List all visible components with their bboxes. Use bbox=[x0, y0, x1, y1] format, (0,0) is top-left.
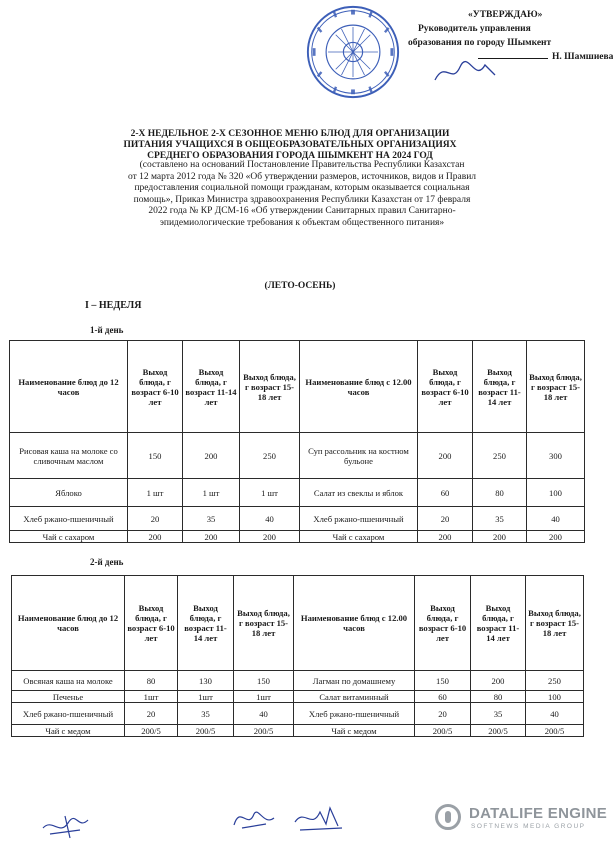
value-cell: 250 bbox=[473, 433, 527, 479]
basis-line-3: предоставления социальной помощи гражданам, которым оказывается социальная bbox=[134, 183, 470, 193]
value-cell: 200 bbox=[418, 433, 473, 479]
title-line-2: ПИТАНИЯ УЧАЩИХСЯ В ОБЩЕОБРАЗОВАТЕЛЬНЫХ ОРГАНИЗАЦИЯХ bbox=[123, 140, 457, 150]
value-cell: 200/5 bbox=[178, 725, 234, 737]
table-row bbox=[12, 691, 584, 703]
value-cell: 35 bbox=[183, 507, 240, 531]
basis-line-4: помощь», Приказ Министра здравоохранения Республики Казахстан от 17 февраля bbox=[133, 194, 471, 205]
basis-line-2: от 12 марта 2012 года № 320 «Об утверждении размеров, источников, видов и Правил bbox=[127, 171, 477, 182]
footer-signature-middle-icon bbox=[230, 800, 280, 835]
value-cell: 80 bbox=[473, 479, 527, 507]
dish-cell: Лагман по домашнему bbox=[294, 671, 415, 691]
value-cell: 130 bbox=[178, 671, 234, 691]
value-cell: 1шт bbox=[234, 691, 294, 703]
header-cell: Выход блюда, г возраст 15-18 лет bbox=[526, 576, 584, 671]
value-cell: 150 bbox=[128, 433, 183, 479]
dish-cell: Чай с медом bbox=[12, 725, 125, 737]
table-row bbox=[12, 703, 584, 725]
value-cell: 200/5 bbox=[471, 725, 526, 737]
value-cell: 40 bbox=[240, 507, 300, 531]
datalife-logo-icon bbox=[435, 804, 461, 830]
value-cell: 200 bbox=[183, 531, 240, 543]
dish-cell: Хлеб ржано-пшеничный bbox=[300, 507, 418, 531]
document-title bbox=[110, 129, 470, 162]
dish-cell: Рисовая каша на молоке со сливочным маслом bbox=[10, 433, 128, 479]
value-cell: 200/5 bbox=[526, 725, 584, 737]
value-cell: 200 bbox=[473, 531, 527, 543]
footer-signature-left-icon bbox=[40, 808, 100, 843]
approval-department: образования по городу Шымкент bbox=[408, 38, 552, 48]
footer-signature-right-icon bbox=[290, 800, 350, 835]
value-cell: 1шт bbox=[125, 691, 178, 703]
header-cell: Наименование блюд до 12 часов bbox=[10, 341, 128, 433]
table-header-row bbox=[10, 341, 585, 433]
header-cell: Наименование блюд с 12.00 часов bbox=[294, 576, 415, 671]
table-row bbox=[12, 671, 584, 691]
legal-basis bbox=[92, 160, 512, 229]
value-cell: 20 bbox=[128, 507, 183, 531]
day-2-label: 2-й день bbox=[90, 557, 124, 567]
dish-cell: Яблоко bbox=[10, 479, 128, 507]
dish-cell: Салат витаминный bbox=[294, 691, 415, 703]
value-cell: 100 bbox=[526, 691, 584, 703]
value-cell: 40 bbox=[234, 703, 294, 725]
value-cell: 100 bbox=[527, 479, 585, 507]
value-cell: 80 bbox=[125, 671, 178, 691]
value-cell: 35 bbox=[178, 703, 234, 725]
value-cell: 1 шт bbox=[128, 479, 183, 507]
header-cell: Выход блюда, г возраст 15-18 лет bbox=[527, 341, 585, 433]
header-cell: Выход блюда, г возраст 15-18 лет bbox=[234, 576, 294, 671]
basis-line-5: 2022 года № КР ДСМ-16 «Об утверждении Санитарных правил Санитарно- bbox=[148, 206, 456, 216]
header-cell: Наименование блюд до 12 часов bbox=[12, 576, 125, 671]
title-line-3: СРЕДНЕГО ОБРАЗОВАНИЯ ГОРОДА ШЫМКЕНТ НА 2024 ГОД bbox=[147, 151, 433, 161]
value-cell: 1 шт bbox=[240, 479, 300, 507]
value-cell: 40 bbox=[526, 703, 584, 725]
value-cell: 200/5 bbox=[234, 725, 294, 737]
dish-cell: Чай с сахаром bbox=[10, 531, 128, 543]
approval-signature-icon bbox=[430, 55, 500, 90]
dish-cell: Чай с сахаром bbox=[300, 531, 418, 543]
value-cell: 200 bbox=[418, 531, 473, 543]
dish-cell: Хлеб ржано-пшеничный bbox=[10, 507, 128, 531]
value-cell: 200 bbox=[527, 531, 585, 543]
header-cell: Наименование блюд с 12.00 часов bbox=[300, 341, 418, 433]
value-cell: 20 bbox=[125, 703, 178, 725]
table-row bbox=[10, 479, 585, 507]
value-cell: 150 bbox=[234, 671, 294, 691]
dish-cell: Хлеб ржано-пшеничный bbox=[12, 703, 125, 725]
table-row bbox=[10, 507, 585, 531]
basis-line-1: (составлено на оснований Постановление Правительства Республики Казахстан bbox=[139, 160, 465, 170]
season-label: (ЛЕТО-ОСЕНЬ) bbox=[264, 281, 336, 291]
basis-line-6: эпидемиологические требования к объектам общественного питания» bbox=[159, 217, 445, 228]
dish-cell: Печенье bbox=[12, 691, 125, 703]
watermark-sub-text: SOFTNEWS MEDIA GROUP bbox=[471, 823, 586, 830]
header-cell: Выход блюда, г возраст 6-10 лет bbox=[415, 576, 471, 671]
value-cell: 20 bbox=[415, 703, 471, 725]
header-cell: Выход блюда, г возраст 6-10 лет bbox=[418, 341, 473, 433]
value-cell: 40 bbox=[527, 507, 585, 531]
value-cell: 200/5 bbox=[415, 725, 471, 737]
value-cell: 60 bbox=[418, 479, 473, 507]
day-2-menu-table bbox=[11, 575, 584, 737]
table-header-row bbox=[12, 576, 584, 671]
value-cell: 80 bbox=[471, 691, 526, 703]
approval-position: Руководитель управления bbox=[418, 24, 531, 34]
value-cell: 60 bbox=[415, 691, 471, 703]
value-cell: 1шт bbox=[178, 691, 234, 703]
value-cell: 200 bbox=[128, 531, 183, 543]
dish-cell: Суп рассольник на костном бульоне bbox=[300, 433, 418, 479]
header-cell: Выход блюда, г возраст 6-10 лет bbox=[128, 341, 183, 433]
official-seal-icon bbox=[305, 4, 401, 100]
header-cell: Выход блюда, г возраст 11-14 лет bbox=[471, 576, 526, 671]
table-row bbox=[12, 725, 584, 737]
value-cell: 35 bbox=[473, 507, 527, 531]
value-cell: 20 bbox=[418, 507, 473, 531]
dish-cell: Овсяная каша на молоке bbox=[12, 671, 125, 691]
value-cell: 150 bbox=[415, 671, 471, 691]
value-cell: 200 bbox=[183, 433, 240, 479]
value-cell: 300 bbox=[527, 433, 585, 479]
header-cell: Выход блюда, г возраст 15-18 лет bbox=[240, 341, 300, 433]
header-cell: Выход блюда, г возраст 11-14 лет bbox=[178, 576, 234, 671]
value-cell: 250 bbox=[526, 671, 584, 691]
dish-cell: Хлеб ржано-пшеничный bbox=[294, 703, 415, 725]
header-cell: Выход блюда, г возраст 11-14 лет bbox=[473, 341, 527, 433]
table-row bbox=[10, 531, 585, 543]
day-1-label: 1-й день bbox=[90, 325, 124, 335]
value-cell: 35 bbox=[471, 703, 526, 725]
table-row bbox=[10, 433, 585, 479]
value-cell: 200 bbox=[240, 531, 300, 543]
approval-heading: «УТВЕРЖДАЮ» bbox=[468, 10, 543, 20]
dish-cell: Чай с медом bbox=[294, 725, 415, 737]
watermark-logo bbox=[435, 802, 608, 842]
approval-name: Н. Шамшиева bbox=[552, 52, 613, 62]
week-label: I – НЕДЕЛЯ bbox=[85, 300, 142, 311]
value-cell: 200 bbox=[471, 671, 526, 691]
header-cell: Выход блюда, г возраст 11-14 лет bbox=[183, 341, 240, 433]
watermark-main-text: DATALIFE ENGINE bbox=[469, 805, 608, 822]
value-cell: 1 шт bbox=[183, 479, 240, 507]
value-cell: 250 bbox=[240, 433, 300, 479]
title-line-1: 2-Х НЕДЕЛЬНОЕ 2-Х СЕЗОННОЕ МЕНЮ БЛЮД ДЛЯ ОРГАНИЗАЦИИ bbox=[130, 129, 450, 139]
dish-cell: Салат из свеклы и яблок bbox=[300, 479, 418, 507]
value-cell: 200/5 bbox=[125, 725, 178, 737]
header-cell: Выход блюда, г возраст 6-10 лет bbox=[125, 576, 178, 671]
day-1-menu-table bbox=[9, 340, 585, 543]
